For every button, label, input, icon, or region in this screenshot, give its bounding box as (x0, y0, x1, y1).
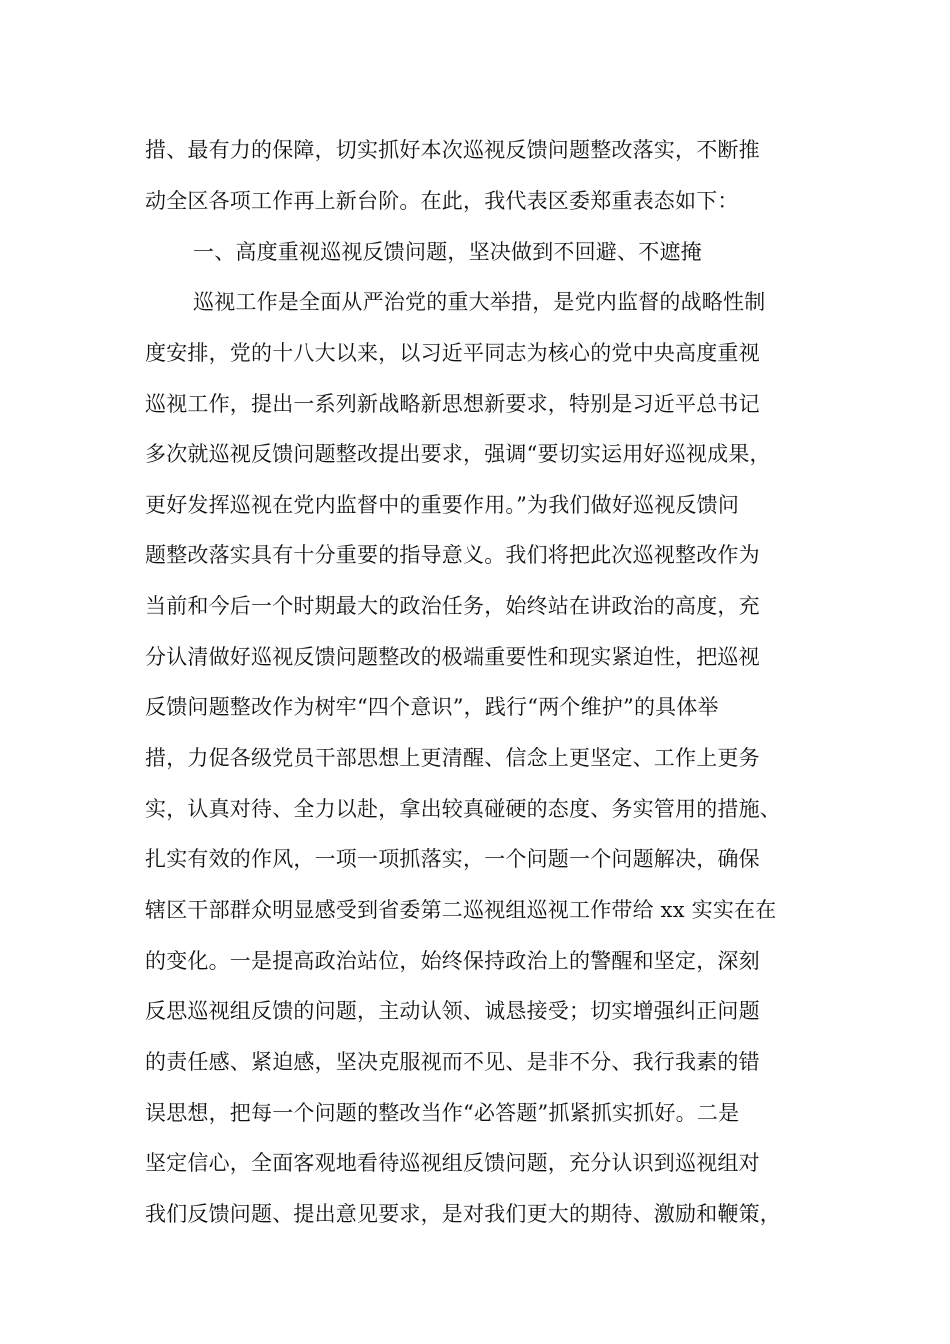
paragraph-line-18: 反思巡视组反馈的问题，主动认领、诚恳接受；切实增强纠正问题 (145, 999, 760, 1023)
paragraph-line-21: 坚定信心，全面客观地看待巡视组反馈问题，充分认识到巡视组对 (145, 1151, 760, 1175)
paragraph-line-2: 动全区各项工作再上新台阶。在此，我代表区委郑重表态如下： (145, 189, 739, 213)
paragraph-line-9: 题整改落实具有十分重要的指导意义。我们将把此次巡视整改作为 (145, 543, 760, 567)
paragraph-line-20: 误思想，把每一个问题的整改当作“必答题”抓紧抓实抓好。二是 (145, 1101, 740, 1125)
paragraph-line-19: 的责任感、紧迫感，坚决克服视而不见、是非不分、我行我素的错 (145, 1050, 760, 1074)
paragraph-line-12: 反馈问题整改作为树牢“四个意识”，践行“两个维护”的具体举 (145, 695, 719, 719)
paragraph-line-6: 巡视工作，提出一系列新战略新思想新要求，特别是习近平总书记 (145, 392, 760, 416)
paragraph-line-8: 更好发挥巡视在党内监督中的重要作用。”为我们做好巡视反馈问 (145, 493, 740, 517)
paragraph-line-22: 我们反馈问题、提出意见要求，是对我们更大的期待、激励和鞭策， (145, 1202, 781, 1226)
paragraph-line-10: 当前和今后一个时期最大的政治任务，始终站在讲政治的高度，充 (145, 594, 760, 618)
paragraph-line-15: 扎实有效的作风，一项一项抓落实，一个问题一个问题解决，确保 (145, 847, 760, 871)
paragraph-line-4: 巡视工作是全面从严治党的重大举措，是党内监督的战略性制 (193, 290, 766, 314)
paragraph-line-14: 实，认真对待、全力以赴，拿出较真碰硬的态度、务实管用的措施、 (145, 797, 781, 821)
paragraph-line-11: 分认清做好巡视反馈问题整改的极端重要性和现实紧迫性，把巡视 (145, 645, 760, 669)
paragraph-line-7: 多次就巡视反馈问题整改提出要求，强调“要切实运用好巡视成果， (145, 442, 771, 466)
paragraph-line-16: 辖区干部群众明显感受到省委第二巡视组巡视工作带给 xx 实实在在 (145, 898, 777, 922)
section-heading: 一、高度重视巡视反馈问题，坚决做到不回避、不遮掩 (193, 240, 702, 264)
paragraph-line-5: 度安排，党的十八大以来，以习近平同志为核心的党中央高度重视 (145, 341, 760, 365)
paragraph-line-1: 措、最有力的保障，切实抓好本次巡视反馈问题整改落实，不断推 (145, 138, 760, 162)
paragraph-line-17: 的变化。一是提高政治站位，始终保持政治上的警醒和坚定，深刻 (145, 949, 760, 973)
paragraph-line-13: 措，力促各级党员干部思想上更清醒、信念上更坚定、工作上更务 (145, 746, 760, 770)
